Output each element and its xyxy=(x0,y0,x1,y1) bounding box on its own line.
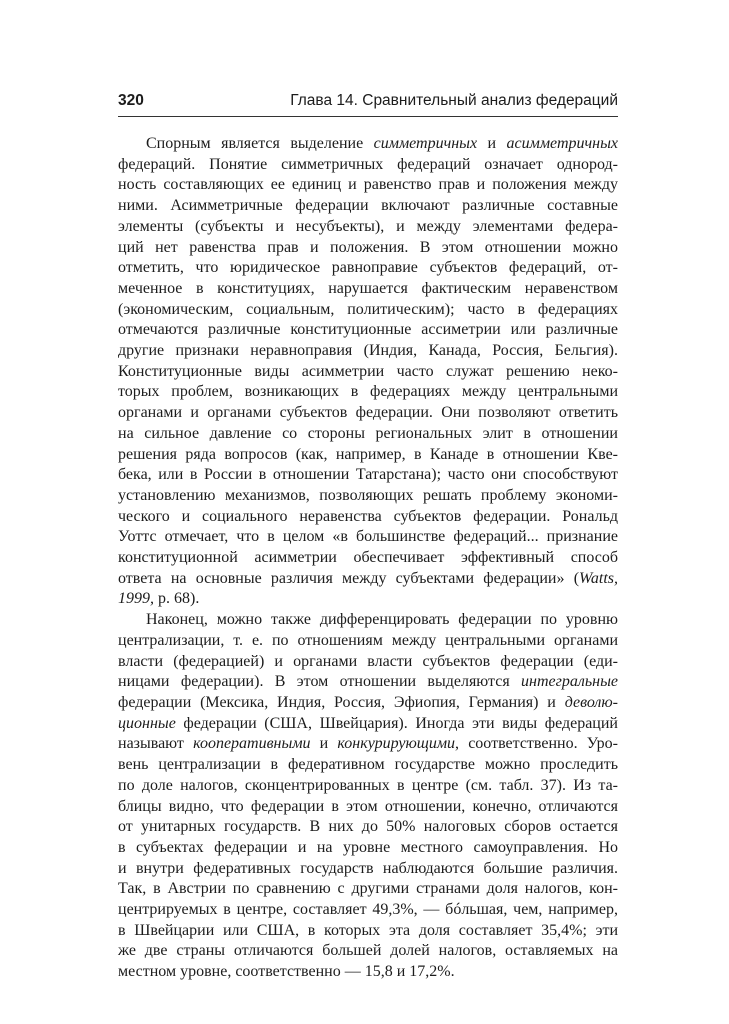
text-line xyxy=(118,879,618,900)
text-line xyxy=(118,776,618,797)
text-run: ций нет равенства прав и положения. В этом отношении можно xyxy=(118,238,618,256)
text-run: федерации (Мексика, Индия, Россия, Эфиопия, Германия) и xyxy=(118,693,565,711)
italic-term: симметричных xyxy=(373,135,478,152)
body-text xyxy=(118,134,618,983)
text-line xyxy=(118,693,618,714)
text-run: ческого и социального неравенства субъектов федерации. Рональд xyxy=(118,507,618,525)
italic-term: деволю- xyxy=(564,693,618,711)
paragraph-centralization xyxy=(118,610,618,983)
text-run: (экономическим, социальным, политическим); часто в федерациях xyxy=(118,300,618,318)
text-line xyxy=(118,548,618,569)
text-run: органами и органами субъектов федерации. Они позволяют ответить xyxy=(118,404,618,422)
text-run: конституционной асимметрии обеспечивает эффективный способ xyxy=(118,549,618,567)
text-run: , соответственно. Уро- xyxy=(455,735,618,753)
text-run: ность составляющих ее единиц и равенство прав и положения между xyxy=(118,176,618,194)
running-head xyxy=(118,92,618,117)
text-run: установлению механизмов, позволяющих решать проблему экономи- xyxy=(118,486,618,504)
text-run: Спорным является выделение xyxy=(146,135,374,152)
text-line xyxy=(118,589,618,610)
italic-term: кооперативными xyxy=(193,735,311,753)
text-line xyxy=(118,859,618,880)
text-line xyxy=(118,631,618,652)
text-run: Уоттс отмечает, что в целом «в большинстве федераций... признание xyxy=(118,528,618,546)
text-line xyxy=(118,403,618,424)
text-run: местном уровне, соответственно — 15,8 и 17,2%. xyxy=(118,963,455,981)
text-line xyxy=(118,734,618,755)
text-line xyxy=(118,238,618,259)
text-run: Наконец, можно также дифференцировать федерации по уровню xyxy=(146,611,618,629)
text-line xyxy=(118,507,618,528)
text-line xyxy=(118,362,618,383)
text-line xyxy=(118,755,618,776)
text-line xyxy=(118,921,618,942)
text-line xyxy=(118,341,618,362)
text-run: по доле налогов, сконцентрированных в центре (см. табл. 37). Из та- xyxy=(118,776,618,794)
text-run: Конституционные виды асимметрии часто служат решению неко- xyxy=(118,362,618,380)
text-run: блицы видно, что федерации в этом отношении, конечно, отличаются xyxy=(118,797,618,815)
italic-term: интегральные xyxy=(521,673,618,691)
text-run: же две страны отличаются большей долей налогов, оставляемых на xyxy=(118,942,618,960)
text-run: федерации (США, Швейцария). Иногда эти виды федераций xyxy=(175,714,618,732)
text-line xyxy=(118,900,618,921)
text-line xyxy=(118,217,618,238)
text-line xyxy=(118,941,618,962)
chapter-title: Глава 14. Сравнительный анализ федераций xyxy=(290,92,618,109)
text-run: от унитарных государств. В них до 50% налоговых сборов остается xyxy=(118,818,618,836)
text-line xyxy=(118,279,618,300)
page-number: 320 xyxy=(118,92,144,109)
text-line xyxy=(118,569,618,590)
text-run: и внутри федеративных государств наблюдаются большие различия. xyxy=(118,859,618,877)
text-run: ними. Асимметричные федерации включают различные составные xyxy=(118,197,618,215)
text-run: в субъектах федерации и на уровне местного самоуправления. Но xyxy=(118,838,618,856)
text-line xyxy=(118,797,618,818)
text-run: централизации, т. е. по отношениям между центральными органами xyxy=(118,631,618,649)
text-line xyxy=(118,817,618,838)
text-run: власти (федерацией) и органами власти субъектов федерации (еди- xyxy=(118,652,618,670)
text-line xyxy=(118,652,618,673)
text-run: на сильное давление со стороны региональных элит в отношении xyxy=(118,424,618,442)
text-run: центрируемых в центре, составляет 49,3%, — бóльшая, чем, например, xyxy=(118,901,618,919)
text-run: торых проблем, возникающих в федерациях между центральными xyxy=(118,383,618,401)
text-line xyxy=(118,610,618,631)
text-line xyxy=(118,838,618,859)
paragraph-symmetric-federations xyxy=(118,134,618,610)
text-line xyxy=(118,258,618,279)
text-run: Так, в Австрии по сравнению с другими странами доля налогов, кон- xyxy=(118,880,618,898)
text-line xyxy=(118,486,618,507)
text-line xyxy=(118,672,618,693)
text-line xyxy=(118,382,618,403)
text-run: меченное в конституциях, нарушается фактическим неравенством xyxy=(118,279,618,297)
italic-term: конкурирующими xyxy=(337,735,456,753)
text-run: называют xyxy=(118,735,194,753)
text-run: бека, или в России в отношении Татарстана); часто они способствуют xyxy=(118,466,618,484)
text-line xyxy=(118,465,618,486)
text-line xyxy=(118,134,618,155)
italic-term: 1999, xyxy=(118,590,154,608)
text-run: в Швейцарии или США, в которых эта доля составляет 35,4%; эти xyxy=(118,921,618,939)
text-run: ответа на основные различия между субъектами федерации» ( xyxy=(118,569,580,587)
text-run: и xyxy=(477,135,507,152)
text-line xyxy=(118,300,618,321)
text-run: решения ряда вопросов (как, например, в Канаде в отношении Кве- xyxy=(118,445,618,463)
text-run: ницами федерации). В этом отношении выделяются xyxy=(118,673,522,691)
text-run: вень централизации в федеративном государстве можно проследить xyxy=(118,756,618,774)
text-run: и xyxy=(310,735,338,753)
text-run: отметить, что юридическое равноправие субъектов федераций, от- xyxy=(118,259,618,277)
italic-term: Watts, xyxy=(579,569,618,587)
text-line xyxy=(118,527,618,548)
italic-term: асимметричных xyxy=(506,135,619,152)
text-run: другие признаки неравноправия (Индия, Канада, Россия, Бельгия). xyxy=(118,342,618,360)
text-line xyxy=(118,175,618,196)
text-line xyxy=(118,155,618,176)
text-line xyxy=(118,320,618,341)
text-run: элементы (субъекты и несубъекты), и между элементами федера- xyxy=(118,217,618,235)
text-run: р. 68). xyxy=(154,590,200,608)
text-run: федераций. Понятие симметричных федераций означает однород- xyxy=(118,155,618,173)
text-line xyxy=(118,445,618,466)
text-line xyxy=(118,714,618,735)
text-line xyxy=(118,424,618,445)
text-run: отмечаются различные конституционные ассиметрии или различные xyxy=(118,321,618,339)
text-line xyxy=(118,962,618,983)
italic-term: ционные xyxy=(118,714,176,732)
text-line xyxy=(118,196,618,217)
